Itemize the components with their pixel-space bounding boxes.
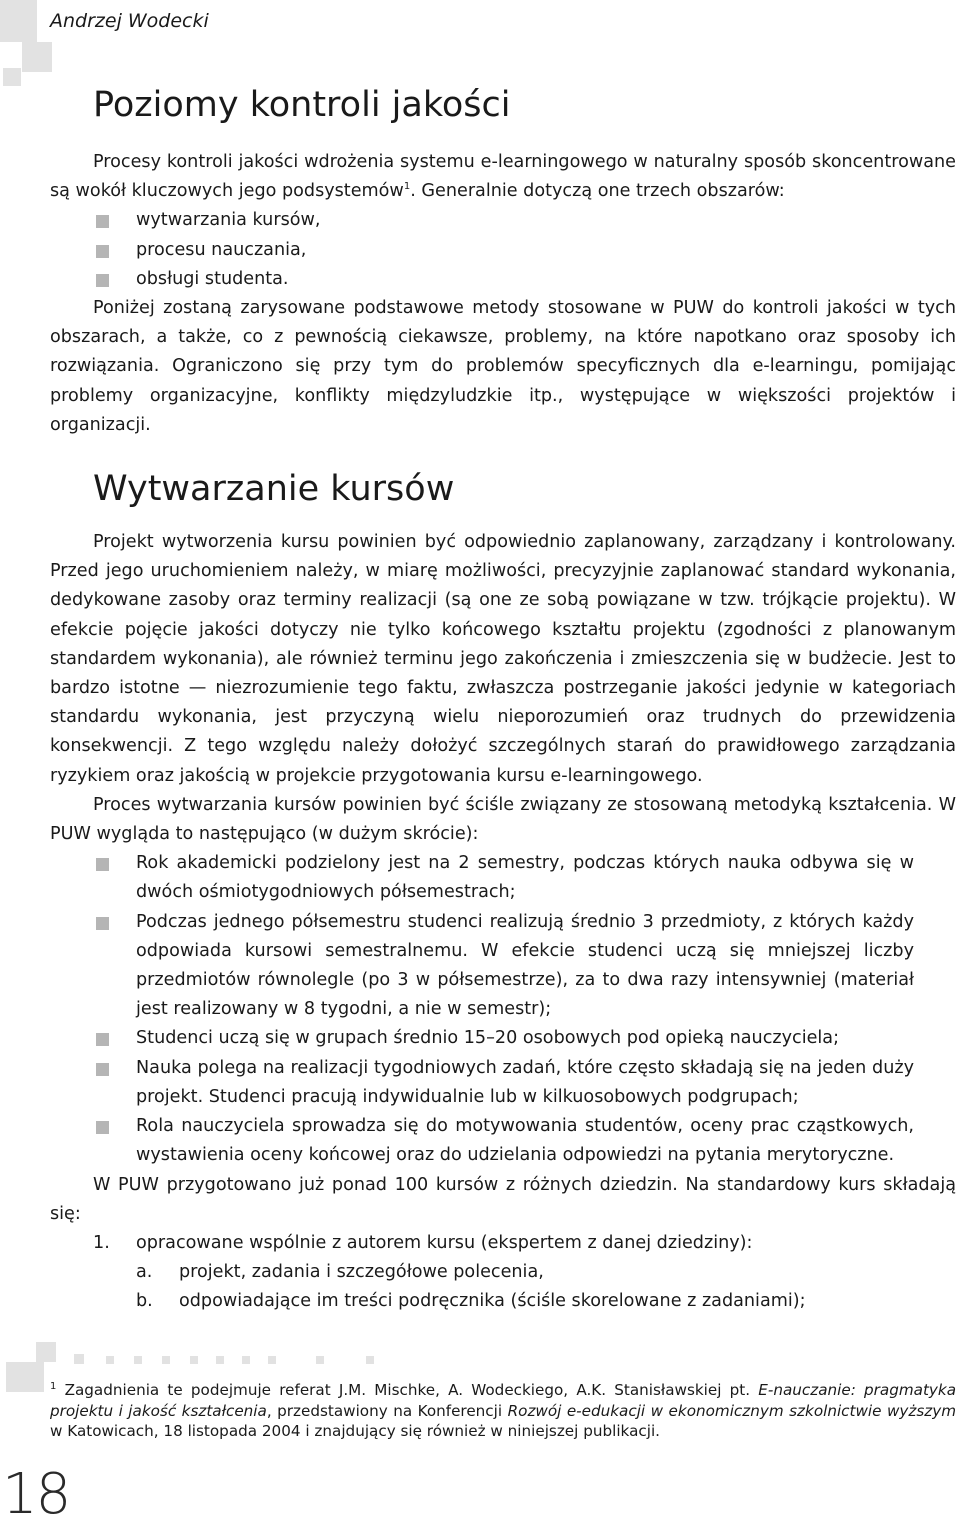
- decor-square: [268, 1356, 276, 1364]
- footnote-mark: 1: [50, 1380, 57, 1392]
- square-bullet-icon: [96, 1063, 109, 1076]
- paragraph: W PUW przygotowano już ponad 100 kursów z różnych dziedzin. Na standardowy kurs składają się:: [50, 1174, 956, 1224]
- decor-square: [0, 0, 37, 42]
- footnote-text: Zagadnienia te podejmuje referat J.M. Mischke, A. Wodeckiego, A.K. Stanisławskiej pt.: [64, 1381, 759, 1399]
- list-item: [50, 265, 956, 294]
- decor-square: [162, 1356, 170, 1364]
- square-bullet-icon: [96, 245, 109, 258]
- list-number: 1.: [93, 1232, 110, 1253]
- list-letter: a.: [136, 1262, 153, 1283]
- paragraph-text: Procesy kontroli jakości wdrożenia systemu e-learningowego w naturalny sposób skoncentrowane są wokół kluczowych jego podsystemów: [50, 152, 956, 202]
- paragraph-text: . Generalnie dotyczą one trzech obszarów:: [410, 181, 785, 202]
- list-item-text: projekt, zadania i szczegółowe polecenia,: [179, 1262, 544, 1283]
- footnote-text: w Katowicach, 18 listopada 2004 i znajdujący się również w niniejszej publikacji.: [50, 1422, 660, 1440]
- decor-square: [190, 1356, 198, 1364]
- paragraph: Projekt wytworzenia kursu powinien być odpowiednio zaplanowany, zarządzany i kontrolowany. Przed jego uruchomieniem należy, w miarę możliwości, precyzyjnie zaplanować standard wykonania, dedykowane zasoby oraz terminy realizacji (są one ze sobą powiązane w tzw. trójkącie projektu). W efekcie pojęcie jakości dotyczy nie tylko końcowego kształtu projektu (zgodności z planowanym standardem wykonania), ale również terminu jego zakończenia i zmieszczenia się w budżecie. Jest to bardzo istotne — niezrozumienie tego faktu, zwłaszcza postrzeganie jakości jedynie w kategoriach standardu wykonania, jest przyczyną wielu nieporozumień oraz trudnych do przewidzenia konsekwencji. Z tego względu należy dołożyć szczególnych starań do prawidłowego zarządzania ryzykiem oraz jakością w projekcie przygotowania kursu e-learningowego.: [50, 532, 956, 786]
- square-bullet-icon: [96, 1121, 109, 1134]
- list-item-text: Studenci uczą się w grupach średnio 15–20 osobowych pod opieką nauczyciela;: [136, 1028, 840, 1049]
- paragraph: Proces wytwarzania kursów powinien być ściśle związany ze stosowaną metodyką kształcenia. W PUW wygląda to następująco (w dużym skrócie):: [50, 794, 956, 845]
- ordered-list: [50, 1229, 956, 1317]
- list-item-text: Podczas jednego półsemestru studenci realizują średnio 3 przedmioty, z których każdy odpowiada kursowi semestralnemu. W efekcie studenci uczą się mniejszej liczby przedmiotów równolegle (po 3 w półsemestrze), za to dwa razy intensywniej (materiał jest realizowany w 8 tygodni, a nie w semestr);: [136, 911, 914, 1020]
- list-item: [50, 1024, 956, 1053]
- page-content: [50, 82, 956, 1317]
- decor-square: [3, 68, 21, 86]
- square-bullet-icon: [96, 274, 109, 287]
- list-item-text: odpowiadające im treści podręcznika (ściśle skorelowane z zadaniami);: [179, 1291, 806, 1312]
- list-item-text: Nauka polega na realizacji tygodniowych zadań, które często składają się na jeden duży projekt. Studenci pracują indywidualnie lub w kilkuosobowych podgrupach;: [136, 1057, 914, 1107]
- paragraph: [50, 148, 956, 206]
- footnote: [50, 1380, 956, 1442]
- decor-square: [242, 1356, 250, 1364]
- list-item-text: obsługi studenta.: [136, 268, 289, 289]
- footnote-conference: Rozwój e-edukacji w ekonomicznym szkolnictwie wyższym: [507, 1401, 956, 1420]
- square-bullet-icon: [96, 917, 109, 930]
- decor-square: [106, 1356, 114, 1364]
- decor-square: [216, 1356, 224, 1364]
- list-item: [50, 908, 956, 1025]
- list-item-text: procesu nauczania,: [136, 239, 307, 260]
- list-item-text: opracowane wspólnie z autorem kursu (ekspertem z danej dziedziny):: [136, 1232, 753, 1253]
- square-bullet-icon: [96, 1033, 109, 1046]
- decor-square: [22, 42, 52, 72]
- section-heading: Wytwarzanie kursów: [93, 469, 455, 510]
- section-heading: Poziomy kontroli jakości: [93, 85, 511, 125]
- list-letter: b.: [136, 1291, 153, 1312]
- decor-square: [316, 1356, 324, 1364]
- list-item: [50, 849, 956, 907]
- methodology-list: [50, 849, 956, 1170]
- running-header-author: Andrzej Wodecki: [50, 10, 209, 32]
- list-item: [50, 1112, 956, 1170]
- square-bullet-icon: [96, 215, 109, 228]
- footnote-title: E-nauczanie: pragmatyka projektu i jakość kształcenia: [50, 1381, 957, 1420]
- decor-square: [74, 1354, 84, 1364]
- ordered-list-item: [50, 1229, 956, 1258]
- decor-square: [36, 1342, 56, 1362]
- decor-square: [366, 1356, 374, 1364]
- ordered-sublist-item: [50, 1258, 956, 1287]
- paragraph: Poniżej zostaną zarysowane podstawowe metody stosowane w PUW do kontroli jakości w tych obszarach, a także, co z pewnością ciekawsze, problemy, na które napotkano oraz sposoby ich rozwiązania. Ograniczono się przy tym do problemów specyficznych dla e-learningu, pomijając problemy organizacyjne, konflikty międzyludzkie itp., występujące w większości projektów i organizacji.: [50, 298, 956, 435]
- list-item: [50, 1054, 956, 1112]
- page-number: 18: [2, 1462, 70, 1527]
- footnote-reference: 1: [403, 181, 411, 193]
- list-item-text: Rola nauczyciela sprowadza się do motywowania studentów, oceny prac cząstkowych, wystawienia oceny końcowej oraz do udzielania odpowiedzi na pytania merytoryczne.: [136, 1116, 914, 1166]
- decor-square: [134, 1356, 142, 1364]
- area-list: [50, 206, 956, 294]
- ordered-sublist-item: [50, 1287, 956, 1316]
- decor-square: [6, 1362, 44, 1392]
- list-item: [50, 236, 956, 265]
- list-item-text: Rok akademicki podzielony jest na 2 semestry, podczas których nauka odbywa się w dwóch ośmiotygodniowych półsemestrach;: [136, 853, 914, 903]
- footnote-text: , przedstawiony na Konferencji: [266, 1401, 508, 1420]
- list-item: [50, 206, 956, 235]
- square-bullet-icon: [96, 858, 109, 871]
- list-item-text: wytwarzania kursów,: [136, 210, 321, 231]
